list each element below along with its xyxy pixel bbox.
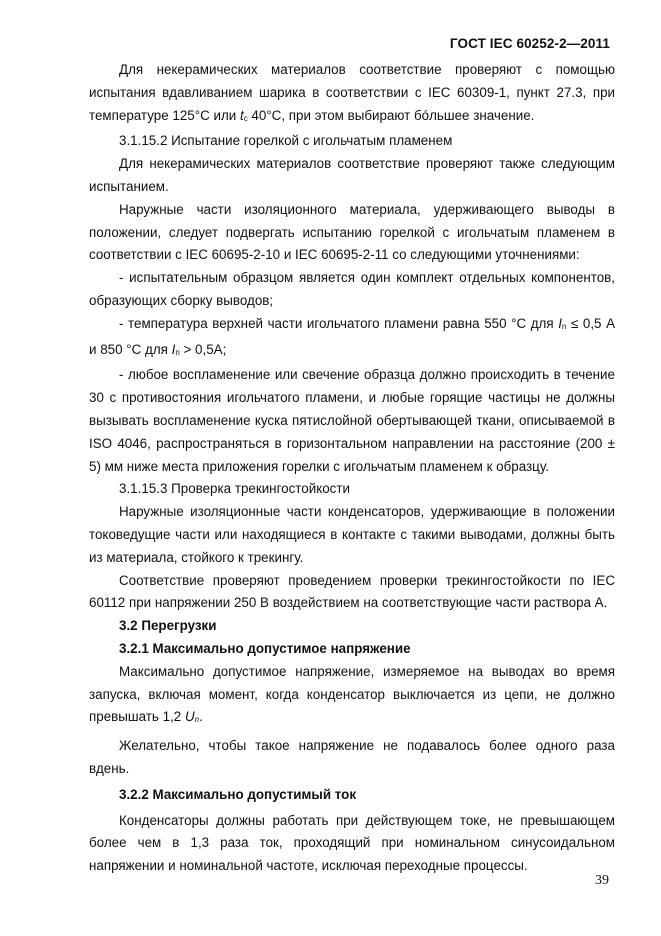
temperature-variable: t [239,107,244,123]
paragraph-text: Для некерамических материалов соответствие проверяют с помощью испытания вдавливанием шарика в соответствии с IEC 60309-1, пункт 27.3, при температуре 125°С или [89,62,615,123]
temperature-subscript: c [243,113,248,123]
section-3-2-1-heading: 3.2.1 Максимально допустимое напряжение [119,640,411,656]
section-3-1-15-2-heading: 3.1.15.2 Испытание горелкой с игольчатым пламенем [119,133,453,149]
list-item-text-mid: ≤ 0,5 А и 850 °С для [89,315,615,357]
paragraph-tracking-parts: Наружные изоляционные части конденсаторов, удерживающие в положении токоведущие части или находящиеся в контакте с такими выводами, должны быть из материала, стойкого к трекингу. [89,504,615,565]
voltage-variable: U [184,709,195,725]
page-body [89,59,615,878]
current-subscript: n [561,321,567,331]
paragraph-text: Максимально допустимое напряжение, измеряемое на выводах во время запуска, включая момент, когда конденсатор выключается из цепи, не должно превышать 1,2 [89,663,615,725]
paragraph-text-end: 40°С, при этом выбирают бóльшее значение. [247,107,535,123]
voltage-subscript: n [194,715,200,725]
section-3-2-2-heading: 3.2.2 Максимально допустимый ток [119,786,357,802]
current-variable: I [171,341,176,357]
paragraph-max-current: Конденсаторы должны работать при действующем токе, не превышающем более чем в 1,3 раза ток, проходящий при номинальном синусоидальном напряжении и номинальной частоте, исключая переходные процессы. [89,812,615,874]
section-3-1-15-3-heading: 3.1.15.3 Проверка трекингостойкости [119,481,350,497]
section-3-2-heading: 3.2 Перегрузки [119,618,217,634]
paragraph-text-end: . [199,709,203,725]
list-item-text-end: > 0,5А; [179,341,227,357]
paragraph-external-parts: Наружные части изоляционного материала, удерживающего выводы в положении, следует подвергать испытанию горелкой с игольчатым пламенем в соответствии с IEC 60695-2-10 и IEC 60695-2-11 со следующими уточнениями: [89,201,615,263]
paragraph-voltage-frequency: Желательно, чтобы такое напряжение не подавалось более одного раза вдень. [89,738,615,776]
paragraph-ball-pressure [89,59,615,130]
paragraph-max-voltage [89,661,615,732]
list-item-flame-temperature [89,313,615,365]
document-code-header: ГОСТ IEC 60252-2—2011 [449,36,610,51]
page-number: 39 [595,873,609,888]
current-subscript: n [175,347,180,357]
paragraph-needle-flame-intro: Для некерамических материалов соответствие проверяют также следующим испытанием. [89,156,615,194]
list-item-specimen: - испытательным образцом является один комплект отдельных компонентов, образующих сборку выводов; [89,270,615,308]
current-variable: I [558,315,562,331]
list-item-ignition: - любое воспламенение или свечение образца должно происходить в течение 30 с противостояния игольчатого пламени, и любые горящие частицы не должны вызывать воспламенение куска пятислойной обертывающей ткани, описываемой в ISO 4046, распространяться в горизонтальном направлении на расстояние (200 ± 5) мм ниже места приложения горелки с игольчатым пламенем к образцу. [89,367,615,474]
paragraph-tracking-test: Соответствие проверяют проведением проверки трекингостойкости по IEC 60112 при напряжении 250 В воздействием на соответствующие части раствора А. [89,572,615,611]
list-item-text: - температура верхней части игольчатого пламени равна 550 °С для [119,315,559,331]
